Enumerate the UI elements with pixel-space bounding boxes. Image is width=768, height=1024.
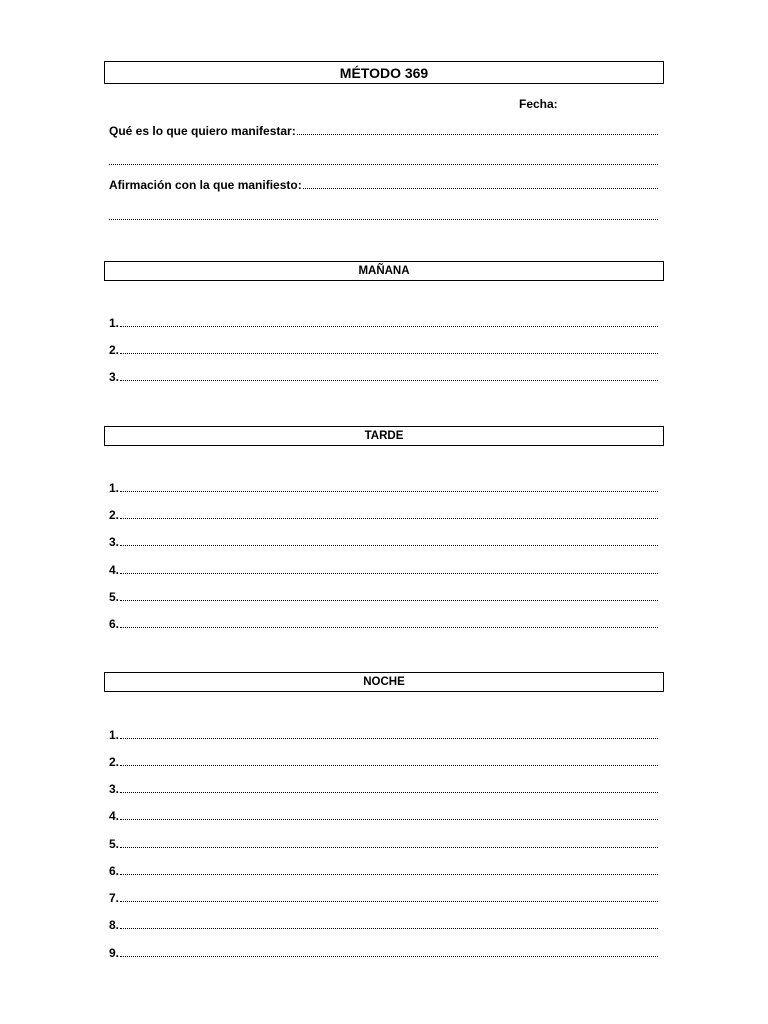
line-number: 3. bbox=[109, 370, 120, 384]
write-line bbox=[120, 901, 658, 902]
write-line bbox=[120, 792, 658, 793]
line-number: 2. bbox=[109, 755, 120, 769]
tarde-line-4[interactable] bbox=[109, 562, 658, 577]
section-title-noche: NOCHE bbox=[104, 672, 664, 692]
tarde-line-2[interactable] bbox=[109, 507, 658, 522]
affirmation-continuation-line[interactable] bbox=[109, 219, 658, 220]
noche-line-4[interactable] bbox=[109, 808, 658, 823]
line-number: 1. bbox=[109, 481, 120, 495]
write-line bbox=[120, 353, 658, 354]
line-number: 3. bbox=[109, 535, 120, 549]
line-number: 6. bbox=[109, 864, 120, 878]
line-number: 9. bbox=[109, 946, 120, 960]
write-line bbox=[120, 738, 658, 739]
tarde-line-3[interactable] bbox=[109, 534, 658, 549]
write-line bbox=[120, 874, 658, 875]
line-number: 5. bbox=[109, 837, 120, 851]
write-line bbox=[120, 956, 658, 957]
write-line bbox=[120, 326, 658, 327]
write-line bbox=[120, 545, 658, 546]
manifest-label: Qué es lo que quiero manifestar: bbox=[109, 124, 296, 138]
manifest-field[interactable] bbox=[109, 123, 658, 138]
tarde-line-1[interactable] bbox=[109, 480, 658, 495]
noche-line-9[interactable] bbox=[109, 945, 658, 960]
line-number: 2. bbox=[109, 508, 120, 522]
page-title: MÉTODO 369 bbox=[104, 61, 664, 84]
write-line bbox=[120, 380, 658, 381]
write-line bbox=[120, 928, 658, 929]
line-number: 1. bbox=[109, 728, 120, 742]
noche-line-8[interactable] bbox=[109, 917, 658, 932]
manana-line-2[interactable] bbox=[109, 342, 658, 357]
write-line bbox=[120, 518, 658, 519]
write-line bbox=[120, 600, 658, 601]
line-number: 8. bbox=[109, 918, 120, 932]
noche-line-2[interactable] bbox=[109, 754, 658, 769]
manifest-continuation-line[interactable] bbox=[109, 164, 658, 165]
line-number: 7. bbox=[109, 891, 120, 905]
noche-line-6[interactable] bbox=[109, 863, 658, 878]
line-number: 4. bbox=[109, 563, 120, 577]
section-title-manana: MAÑANA bbox=[104, 261, 664, 281]
affirmation-label: Afirmación con la que manifiesto: bbox=[109, 178, 302, 192]
date-label: Fecha: bbox=[519, 97, 558, 111]
section-title-tarde: TARDE bbox=[104, 426, 664, 446]
line-number: 6. bbox=[109, 617, 120, 631]
tarde-line-5[interactable] bbox=[109, 589, 658, 604]
write-line bbox=[120, 573, 658, 574]
write-line bbox=[120, 847, 658, 848]
manana-line-1[interactable] bbox=[109, 315, 658, 330]
line-number: 3. bbox=[109, 782, 120, 796]
line-number: 2. bbox=[109, 343, 120, 357]
write-line bbox=[120, 765, 658, 766]
manifest-line bbox=[297, 134, 658, 135]
noche-line-5[interactable] bbox=[109, 836, 658, 851]
line-number: 1. bbox=[109, 316, 120, 330]
line-number: 5. bbox=[109, 590, 120, 604]
write-line bbox=[120, 627, 658, 628]
noche-line-7[interactable] bbox=[109, 890, 658, 905]
manana-line-3[interactable] bbox=[109, 369, 658, 384]
noche-line-1[interactable] bbox=[109, 727, 658, 742]
affirmation-field[interactable] bbox=[109, 177, 658, 192]
tarde-line-6[interactable] bbox=[109, 616, 658, 631]
write-line bbox=[120, 491, 658, 492]
affirmation-line bbox=[303, 188, 658, 189]
line-number: 4. bbox=[109, 809, 120, 823]
write-line bbox=[120, 819, 658, 820]
noche-line-3[interactable] bbox=[109, 781, 658, 796]
